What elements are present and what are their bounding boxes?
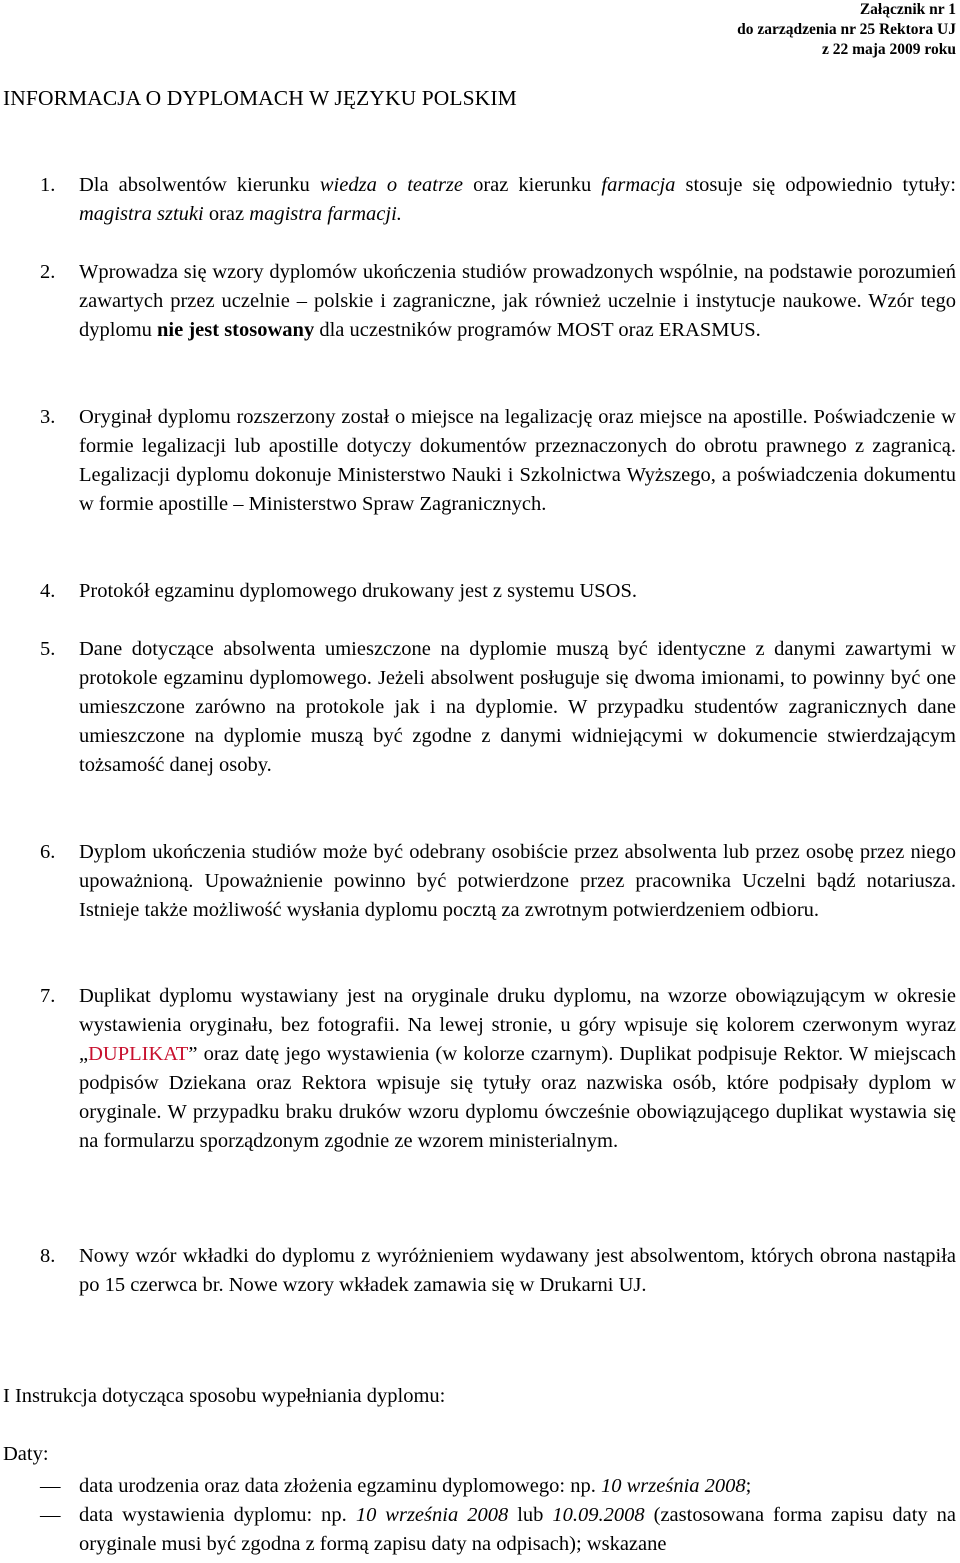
text-segment-normal: Dane dotyczące absolwenta umieszczone na dyplomie muszą być identyczne z danymi zawartymi w protokole egzaminu dyplomowego. Jeżeli absolwent posługuje się dwoma imionami, to powinny być one umieszczone zarówno na protokole jak i na dyplomie. W przypadku studentów zagranicznych dane umieszczone na dyplomie muszą być zgodne z danymi widniejącymi w dokumencie stwierdzającym tożsamość danej osoby. — [79, 638, 956, 776]
text-segment-italic: wiedza o teatrze — [319, 174, 464, 196]
list-item-2 — [40, 258, 956, 345]
text-segment-normal: Oryginał dyplomu rozszerzony został o miejsce na legalizację oraz miejsce na apostille. Poświadczenie w formie legalizacji lub apostille dotyczy dokumentów przeznaczonych do obrotu prawnego z zagranicą. Legalizacji dyplomu dokonuje Ministerstwo Nauki i Szkolnictwa Wyższego, a poświadczenia dokumentu w formie apostille – Ministerstwo Spraw Zagranicznych. — [79, 406, 956, 515]
list-item-3 — [40, 403, 956, 519]
attachment-number: Załącznik nr 1 — [859, 1, 956, 18]
attachment-ordinance: do zarządzenia nr 25 Rektora UJ — [737, 21, 956, 38]
text-segment-normal: Dla absolwentów kierunku — [79, 174, 320, 196]
text-segment-normal: Duplikat dyplomu wystawiany jest na oryginale druku dyplomu, na wzorze obowiązującym w okresie wystawienia oryginału, bez fotografii. Na lewej stronie, u góry wpisuje się kolorem czerwonym wyraz „ — [79, 985, 956, 1065]
item-number: 1. — [40, 174, 56, 196]
item-text — [79, 982, 956, 1156]
attachment-header — [737, 0, 956, 60]
text-segment-normal: stosuje się odpowiednio tytuły: — [675, 174, 957, 196]
bullet-item-2 — [40, 1501, 956, 1559]
text-segment-normal: lub — [508, 1504, 553, 1526]
bullet-item-1 — [40, 1472, 956, 1501]
item-number: 3. — [40, 406, 56, 428]
text-segment-normal: oraz — [203, 203, 250, 225]
text-segment-red: DUPLIKAT — [88, 1043, 189, 1065]
document-title: INFORMACJA O DYPLOMACH W JĘZYKU POLSKIM — [3, 86, 517, 110]
text-segment-normal: Nowy wzór wkładki do dyplomu z wyróżnieniem wydawany jest absolwentom, których obrona nastąpiła po 15 czerwca br. Nowe wzory wkładek zamawia się w Drukarni UJ. — [79, 1245, 956, 1296]
text-segment-normal: ; — [745, 1475, 752, 1497]
text-segment-normal: data wystawienia dyplomu: np. — [79, 1504, 356, 1526]
text-segment-normal: (zastosowana forma zapisu daty na oryginale musi być zgodna z formą zapisu daty na odpisach); wskazane — [79, 1504, 957, 1555]
section-heading: I Instrukcja dotycząca sposobu wypełniania dyplomu: — [3, 1385, 446, 1407]
dates-label: Daty: — [3, 1443, 49, 1465]
text-segment-italic: 10.09.2008 — [552, 1504, 645, 1526]
text-segment-normal: data urodzenia oraz data złożenia egzaminu dyplomowego: np. — [79, 1475, 601, 1497]
item-number: 6. — [40, 841, 56, 863]
item-number: 7. — [40, 985, 56, 1007]
text-segment-italic: 10 września 2008 — [355, 1504, 509, 1526]
list-item-7 — [40, 982, 956, 1156]
text-segment-normal: Dyplom ukończenia studiów może być odebrany osobiście przez absolwenta lub przez osobę przez niego upoważnioną. Upoważnienie powinno być potwierdzone przez pracownika Uczelni bądź notariusza. Istnieje także możliwość wysłania dyplomu pocztą za zwrotnym potwierdzeniem odbioru. — [79, 841, 956, 921]
item-number: 2. — [40, 261, 56, 283]
text-segment-bold: nie jest stosowany — [157, 319, 315, 341]
dash-icon: — — [40, 1475, 61, 1497]
text-segment-italic: farmacja — [601, 174, 676, 196]
text-segment-normal: oraz kierunku — [463, 174, 602, 196]
item-text — [79, 635, 956, 780]
text-segment-normal: ” oraz datę jego wystawienia (w kolorze czarnym). Duplikat podpisuje Rektor. W miejscach podpisów Dziekana oraz Rektora wpisuje się tytuły oraz nazwiska osób, które podpisały dyplom w oryginale. W przypadku braku druków wzoru dyplomu ówcześnie obowiązującego duplikat wystawia się na formularzu sporządzonym zgodnie ze wzorem ministerialnym. — [79, 1043, 956, 1152]
text-segment-normal: Protokół egzaminu dyplomowego drukowany jest z systemu USOS. — [79, 580, 638, 602]
text-segment-normal: dla uczestników programów MOST oraz ERASMUS. — [314, 319, 761, 341]
list-item-4 — [40, 577, 956, 606]
list-item-5 — [40, 635, 956, 780]
text-segment-normal: Wprowadza się wzory dyplomów ukończenia studiów prowadzonych wspólnie, na podstawie porozumień zawartych przez uczelnie – polskie i zagraniczne, jak również uczelnie i instytucje naukowe. Wzór tego dyplomu — [79, 261, 956, 341]
dash-icon: — — [40, 1504, 61, 1526]
bullet-text — [79, 1504, 956, 1555]
item-text — [79, 838, 956, 925]
list-item-8 — [40, 1242, 956, 1300]
bullet-text — [79, 1475, 751, 1497]
text-segment-italic: magistra sztuki — [79, 203, 204, 225]
item-number: 8. — [40, 1245, 56, 1267]
item-text — [79, 258, 956, 345]
text-segment-italic: 10 września 2008 — [600, 1475, 746, 1497]
list-item-6 — [40, 838, 956, 925]
item-number: 5. — [40, 638, 56, 660]
attachment-date: z 22 maja 2009 roku — [821, 41, 956, 58]
item-text — [79, 577, 956, 606]
dates-bullet-list — [40, 1472, 956, 1559]
item-text — [79, 1242, 956, 1300]
item-number: 4. — [40, 580, 56, 602]
list-item-1 — [40, 171, 956, 229]
text-segment-italic: magistra farmacji. — [249, 203, 402, 225]
item-text — [79, 171, 956, 229]
item-text — [79, 403, 956, 519]
